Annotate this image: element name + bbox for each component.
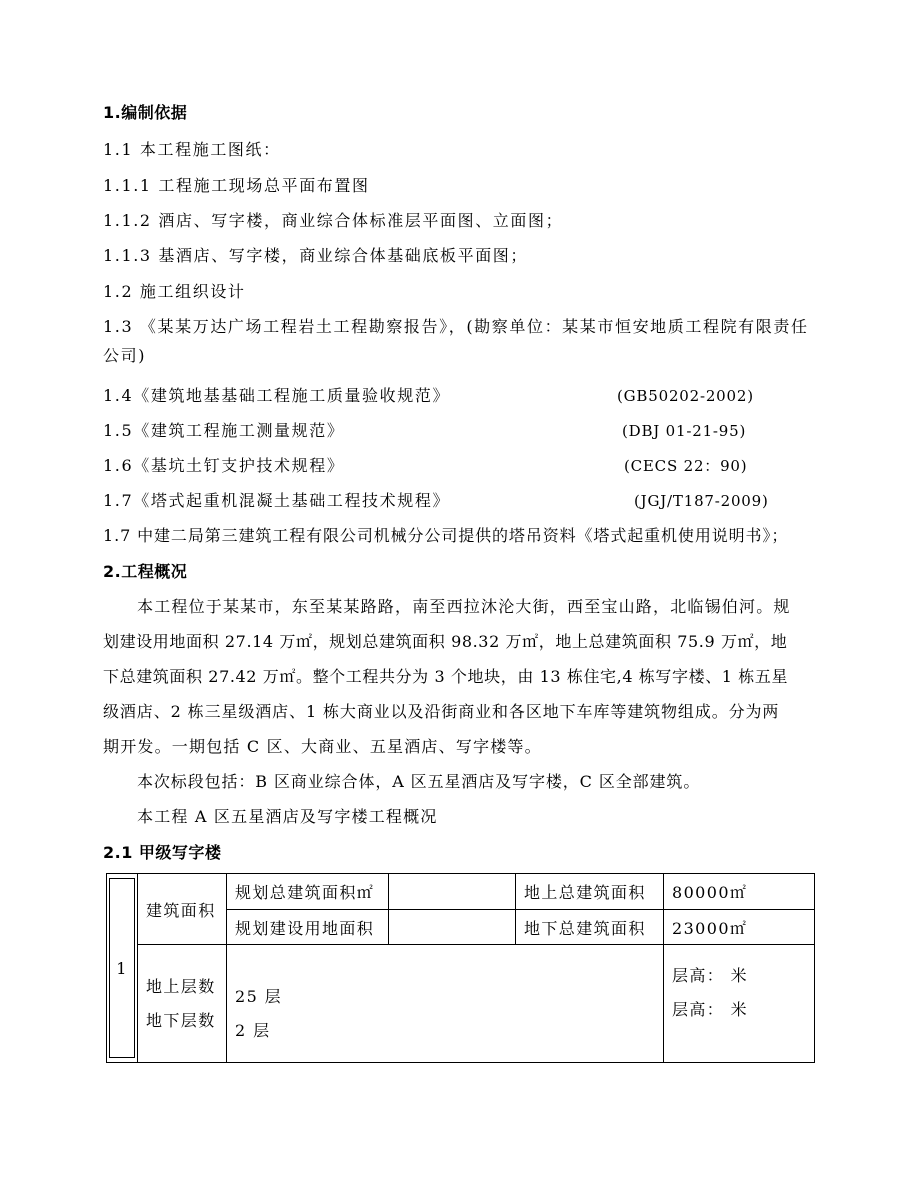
above-total-value: 80000㎡ [664, 874, 815, 910]
floors-below-label: 地下层数 [146, 1010, 216, 1030]
scope-paragraph: 本次标段包括：B 区商业综合体，A 区五星酒店及写字楼，C 区全部建筑。 [137, 772, 701, 791]
overview-line-3: 下总建筑面积 27.42 万㎡。整个工程共分为 3 个地块，由 13 栋住宅,4 栋写字楼、1 栋五星 [103, 667, 789, 686]
table-row [107, 874, 815, 910]
section1-heading: 1.编制依据 [103, 103, 188, 122]
planned-land-label: 规划建设用地面积 [227, 909, 389, 945]
item-1-2: 1.2 施工组织设计 [103, 282, 246, 301]
planned-land-value [389, 909, 516, 945]
office-spec-table [106, 873, 815, 1063]
floors-below-value: 2 层 [235, 1020, 271, 1040]
below-total-value: 23000㎡ [664, 909, 815, 945]
planned-total-label: 规划总建筑面积㎡ [227, 874, 389, 910]
item-1-3-cont: 公司) [103, 346, 147, 365]
area-label-cell [138, 874, 227, 945]
floors-label-cell [138, 945, 227, 1063]
below-total-label: 地下总建筑面积 [516, 909, 664, 945]
standard-1-4: 1.4《建筑地基基础工程施工质量验收规范》 [103, 386, 451, 405]
overview-line-5: 期开发。一期包括 C 区、大商业、五星酒店、写字楼等。 [103, 737, 542, 756]
item-1-1: 1.1 本工程施工图纸： [103, 140, 281, 159]
item-1-1-3: 1.1.3 基酒店、写字楼，商业综合体基础底板平面图； [103, 246, 528, 265]
floors-above-label: 地上层数 [146, 976, 216, 996]
item-1-1-1: 1.1.1 工程施工现场总平面布置图 [103, 176, 370, 195]
standard-1-5: 1.5《建筑工程施工测量规范》 [103, 421, 345, 440]
floors-above-value: 25 层 [235, 986, 283, 1006]
standard-1-6: 1.6《基坑土钉支护技术规程》 [103, 456, 345, 475]
overview-line-2: 划建设用地面积 27.14 万㎡，规划总建筑面积 98.32 万㎡，地上总建筑面积 75.9 万㎡，地 [103, 632, 788, 651]
standard-1-6-code: (CECS 22：90) [624, 457, 748, 475]
area-label: 建筑面积 [146, 900, 216, 920]
item-1-3: 1.3 《某某万达广场工程岩土工程勘察报告》，(勘察单位：某某市恒安地质工程院有限责任 [103, 317, 809, 336]
heights-cell [664, 945, 815, 1063]
section21-heading: 2.1 甲级写字楼 [103, 843, 222, 862]
height-below: 层高： 米 [672, 1000, 749, 1020]
above-total-label: 地上总建筑面积 [516, 874, 664, 910]
overview-line-4: 级酒店、2 栋三星级酒店、1 栋大商业以及沿街商业和各区地下车库等建筑物组成。分为两 [103, 702, 780, 721]
planned-total-value [389, 874, 516, 910]
item-1-1-2: 1.1.2 酒店、写字楼，商业综合体标准层平面图、立面图； [103, 211, 564, 230]
item-1-7-tower-crane: 1.7 中建二局第三建筑工程有限公司机械分公司提供的塔吊资料《塔式起重机使用说明书》； [103, 526, 789, 545]
row-index: 1 [116, 958, 128, 978]
section2-heading: 2.工程概况 [103, 562, 188, 581]
height-above: 层高： 米 [672, 966, 749, 986]
standard-1-5-code: (DBJ 01-21-95) [622, 422, 747, 440]
floors-value-cell [227, 945, 664, 1063]
standard-1-7-code: (JGJ/T187-2009) [634, 492, 769, 510]
overview-line-1: 本工程位于某某市，东至某某路路，南至西拉沐沦大街，西至宝山路，北临锡伯河。规 [137, 597, 791, 616]
zone-a-overview: 本工程 A 区五星酒店及写字楼工程概况 [137, 807, 438, 826]
standard-1-4-code: (GB50202-2002) [617, 387, 754, 405]
row-index-cell [107, 874, 138, 1063]
table-row [107, 945, 815, 1063]
standard-1-7: 1.7《塔式起重机混凝土基础工程技术规程》 [103, 491, 451, 510]
